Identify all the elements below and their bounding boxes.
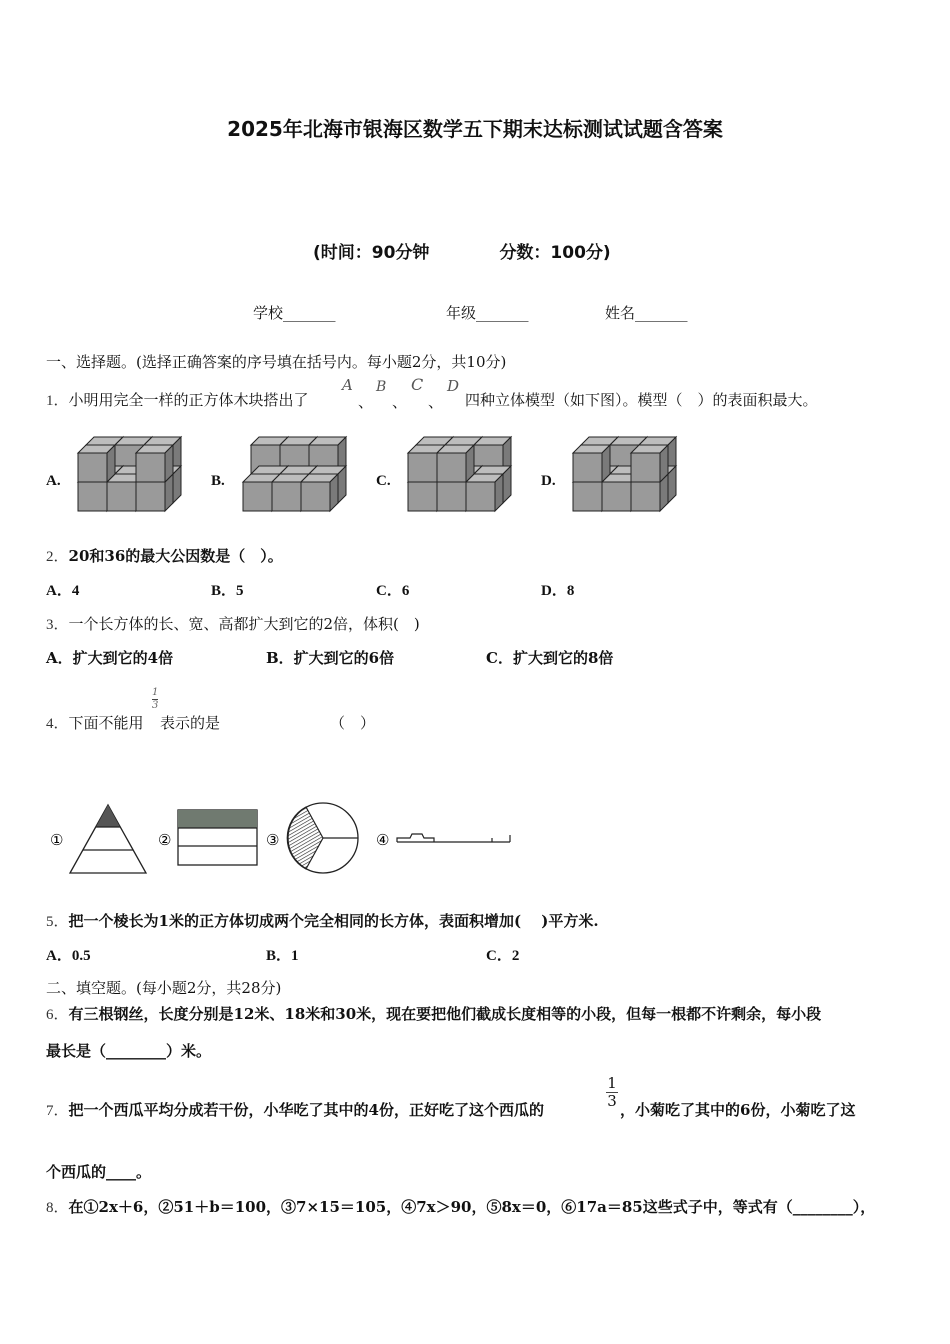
q8-number: 8． bbox=[46, 1200, 69, 1216]
q4-number: 4． bbox=[46, 716, 69, 732]
question-4 bbox=[46, 712, 144, 733]
q4-frac-num: 1 bbox=[152, 687, 159, 698]
q3-option-a-text: A．扩大到它的4倍 bbox=[46, 649, 174, 667]
question-1 bbox=[46, 389, 309, 410]
q1-option-a-label[interactable]: A. bbox=[46, 473, 61, 489]
q7-line2[interactable]: 个西瓜的____。 bbox=[46, 1163, 152, 1181]
question-2 bbox=[46, 545, 283, 566]
q3-number: 3． bbox=[46, 617, 69, 633]
q5-number: 5． bbox=[46, 914, 69, 930]
score-label: 分数：100分) bbox=[499, 243, 611, 263]
q6-line2[interactable]: 最长是（________）米。 bbox=[46, 1042, 212, 1060]
cube-model-c-front-top-1 bbox=[437, 445, 474, 482]
q4-frac-den: 3 bbox=[152, 700, 159, 711]
q5-option-a[interactable]: A．0.5 bbox=[46, 948, 91, 964]
q1-model-c: C bbox=[411, 375, 424, 394]
cube-model-b-front-bottom-2 bbox=[301, 474, 338, 511]
q3-option-b[interactable] bbox=[266, 647, 394, 668]
question-7 bbox=[46, 1099, 544, 1120]
q5-option-c[interactable]: C．2 bbox=[486, 948, 520, 964]
q1-option-b-label[interactable]: B. bbox=[211, 473, 225, 489]
q3-option-b-text: B．扩大到它的6倍 bbox=[266, 649, 395, 667]
question-6 bbox=[46, 1003, 821, 1024]
q7-frac-den: 3 bbox=[607, 1092, 617, 1110]
q1-number: 1． bbox=[46, 393, 69, 409]
q1-sep-1: 、 bbox=[358, 393, 374, 411]
q4-label-3: ③ bbox=[266, 831, 280, 849]
q1-cube-figures bbox=[0, 425, 700, 525]
q6-line1: 有三根钢丝，长度分别是12米、18米和30米，现在要把他们截成长度相等的小段，但每一根都不许剩余，每小段 bbox=[68, 1005, 822, 1023]
q4-fraction bbox=[152, 688, 158, 711]
q3-option-c-text: C．扩大到它的8倍 bbox=[486, 649, 614, 667]
q1-option-d-label[interactable]: D. bbox=[541, 473, 556, 489]
triangle-shaded-top bbox=[96, 805, 120, 827]
name-field[interactable]: 姓名_______ bbox=[605, 304, 688, 322]
q4-text-a: 下面不能用 bbox=[68, 714, 144, 732]
q8-text: 在①2x＋6，②51＋b＝100，③7×15＝105，④7x＞90，⑤8x＝0，⑥17a＝85这些式子中，等式有（________）， bbox=[68, 1198, 876, 1216]
q2-option-c[interactable]: C．6 bbox=[376, 583, 410, 599]
q3-text: 一个长方体的长、宽、高都扩大到它的2倍，体积( ) bbox=[68, 615, 420, 633]
q2-number: 2． bbox=[46, 549, 69, 565]
q2-option-d[interactable]: D．8 bbox=[541, 583, 575, 599]
grade-field[interactable]: 年级_______ bbox=[446, 304, 529, 322]
page-title: 2025年北海市银海区数学五下期末达标测试试题含答案 bbox=[227, 117, 723, 141]
q7-frac-num: 1 bbox=[607, 1074, 617, 1092]
q2-option-a[interactable]: A．4 bbox=[46, 583, 80, 599]
cube-model-d-front-top-2 bbox=[631, 445, 668, 482]
question-8 bbox=[46, 1196, 875, 1217]
cube-model-d-front-top-0 bbox=[573, 445, 610, 482]
q5-option-b[interactable]: B．1 bbox=[266, 948, 299, 964]
time-label: (时间：90分钟 bbox=[313, 243, 430, 263]
q1-text-a: 小明用完全一样的正方体木块搭出了 bbox=[68, 391, 309, 409]
time-score-bar bbox=[313, 238, 611, 263]
q1-model-d: D bbox=[447, 377, 460, 395]
q4-figures bbox=[40, 795, 520, 885]
q1-text-b: 四种立体模型（如下图）。模型（ ）的表面积最大。 bbox=[465, 391, 818, 409]
q3-option-c[interactable] bbox=[486, 647, 613, 668]
q1-model-b: B bbox=[376, 379, 387, 395]
q7-fraction bbox=[606, 1076, 618, 1109]
section1-heading: 一、选择题。(选择正确答案的序号填在括号内。每小题2分，共10分) bbox=[46, 353, 507, 371]
q4-paren: （ ） bbox=[330, 714, 376, 732]
q1-sep-2: 、 bbox=[392, 393, 408, 411]
q6-number: 6． bbox=[46, 1007, 69, 1023]
rectangle-shaded-band bbox=[178, 810, 257, 828]
q1-option-c-label[interactable]: C. bbox=[376, 473, 391, 489]
q2-text: 20和36的最大公因数是（ ）。 bbox=[68, 547, 283, 565]
segment-brace bbox=[397, 834, 434, 842]
q4-text-b: 表示的是 bbox=[160, 714, 221, 732]
question-3 bbox=[46, 613, 420, 634]
cube-model-a-front-top-2 bbox=[136, 445, 173, 482]
q7-text-b: ，小菊吃了其中的6份，小菊吃了这 bbox=[620, 1101, 856, 1119]
section2-heading: 二、填空题。(每小题2分，共28分) bbox=[46, 979, 282, 997]
q4-label-2: ② bbox=[158, 831, 172, 849]
school-field[interactable]: 学校_______ bbox=[253, 304, 336, 322]
q7-text-a: 把一个西瓜平均分成若干份，小华吃了其中的4份，正好吃了这个西瓜的 bbox=[68, 1101, 544, 1119]
q7-number: 7． bbox=[46, 1103, 69, 1119]
cube-model-c-front-bottom-2 bbox=[466, 474, 503, 511]
q4-label-1: ① bbox=[50, 831, 64, 849]
q3-option-a[interactable] bbox=[46, 647, 173, 668]
q4-label-4: ④ bbox=[376, 831, 390, 849]
q5-text: 把一个棱长为1米的正方体切成两个完全相同的长方体，表面积增加( )平方米. bbox=[68, 912, 599, 930]
q2-option-b[interactable]: B．5 bbox=[211, 583, 244, 599]
question-5 bbox=[46, 910, 599, 931]
cube-model-a-front-top-0 bbox=[78, 445, 115, 482]
q1-model-a: A bbox=[342, 376, 353, 394]
q1-sep-3: 、 bbox=[428, 393, 444, 411]
